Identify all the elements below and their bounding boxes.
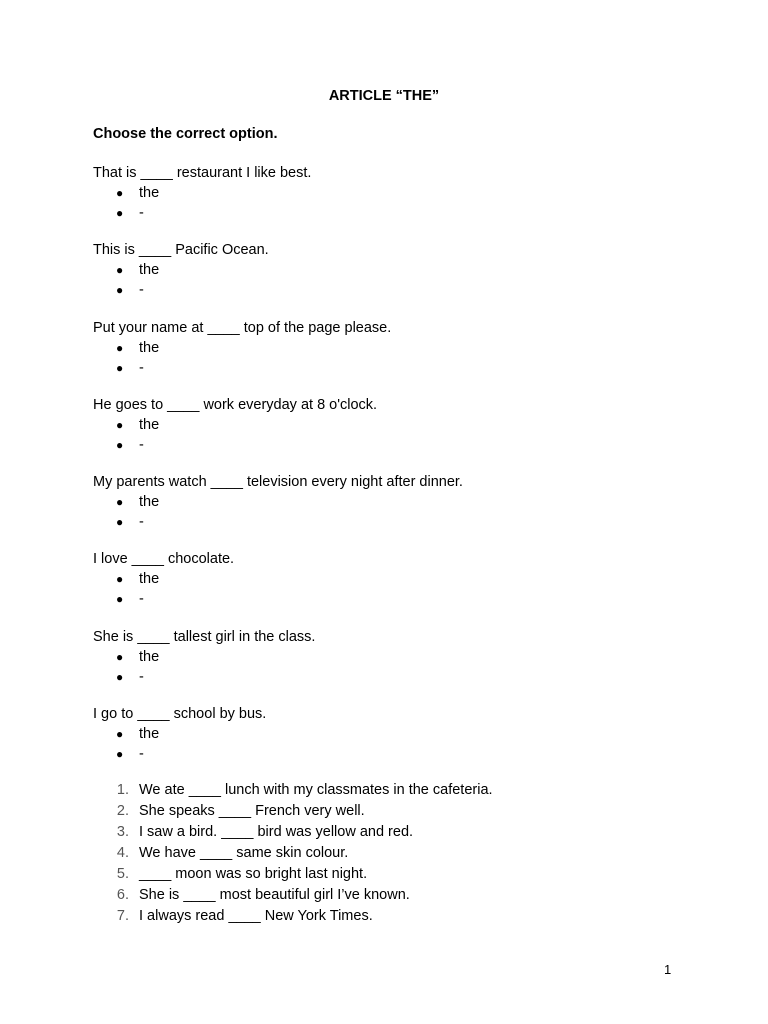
option-item (93, 667, 713, 687)
option-item (93, 358, 713, 378)
item-text: I always read ____ New York Times. (139, 908, 373, 924)
item-text: ____ moon was so bright last night. (139, 866, 368, 882)
item-text: We have ____ same skin colour. (139, 845, 349, 861)
item-number: 2. (116, 803, 129, 819)
question-text: He goes to ____ work everyday at 8 o'clock. (93, 396, 378, 413)
bullet-icon: ● (116, 263, 124, 278)
option-item (93, 435, 713, 455)
instruction-text: Choose the correct option. (93, 126, 278, 142)
bullet-icon: ● (116, 437, 124, 452)
numbered-item (93, 801, 713, 822)
option-list (93, 724, 713, 764)
option-item (93, 260, 713, 280)
question (93, 318, 713, 395)
question-text: That is ____ restaurant I like best. (93, 165, 312, 181)
option-label: - (139, 282, 144, 299)
option-label: the (139, 494, 160, 511)
question (93, 163, 713, 240)
option-label: - (139, 746, 144, 763)
bullet-icon: ● (116, 572, 124, 587)
option-item (93, 724, 713, 744)
question (93, 627, 713, 704)
numbered-item (93, 864, 713, 885)
question-list (93, 163, 713, 781)
numbered-item (93, 822, 713, 843)
option-label: - (139, 591, 144, 608)
bullet-icon: ● (116, 515, 124, 530)
bullet-icon: ● (116, 360, 124, 375)
item-number: 4. (116, 845, 129, 861)
item-number: 1. (116, 782, 129, 798)
option-label: - (139, 359, 144, 376)
option-list (93, 569, 713, 609)
bullet-icon: ● (116, 340, 124, 355)
numbered-item (93, 906, 713, 927)
option-item (93, 744, 713, 764)
item-text: She speaks ____ French very well. (139, 803, 365, 819)
question-text: This is ____ Pacific Ocean. (93, 242, 269, 259)
bullet-icon: ● (116, 495, 124, 510)
option-item (93, 492, 713, 512)
option-label: - (139, 668, 144, 685)
option-list (93, 647, 713, 687)
numbered-list (93, 780, 713, 927)
page-title: ARTICLE “THE” (328, 88, 440, 104)
numbered-item (93, 885, 713, 906)
bullet-icon: ● (116, 592, 124, 607)
option-label: the (139, 262, 160, 279)
bullet-icon: ● (116, 417, 124, 432)
option-list (93, 183, 713, 223)
question (93, 472, 713, 549)
option-item (93, 589, 713, 609)
option-label: the (139, 726, 160, 743)
option-item (93, 415, 713, 435)
option-item (93, 512, 713, 532)
option-label: - (139, 514, 144, 531)
option-label: the (139, 339, 160, 356)
item-text: We ate ____ lunch with my classmates in the cafeteria. (139, 782, 493, 798)
item-number: 3. (116, 824, 129, 840)
bullet-icon: ● (116, 727, 124, 742)
option-list (93, 338, 713, 378)
question-text: I love ____ chocolate. (93, 551, 235, 568)
bullet-icon: ● (116, 206, 124, 220)
question-text: My parents watch ____ television every night after dinner. (93, 474, 463, 491)
option-item (93, 338, 713, 358)
item-text: I saw a bird. ____ bird was yellow and red. (139, 824, 414, 840)
question (93, 240, 713, 317)
option-label: the (139, 185, 160, 201)
numbered-item (93, 843, 713, 864)
question-text: I go to ____ school by bus. (93, 706, 267, 723)
item-number: 7. (116, 908, 129, 924)
option-label: the (139, 416, 160, 433)
question (93, 395, 713, 472)
bullet-icon: ● (116, 669, 124, 684)
question-text: She is ____ tallest girl in the class. (93, 628, 316, 645)
question (93, 704, 713, 781)
option-label: the (139, 571, 160, 588)
option-item (93, 647, 713, 667)
numbered-item (93, 780, 713, 801)
option-item (93, 203, 713, 223)
option-item (93, 569, 713, 589)
option-list (93, 415, 713, 455)
option-list (93, 492, 713, 532)
option-item (93, 183, 713, 203)
option-item (93, 280, 713, 300)
bullet-icon: ● (116, 283, 124, 298)
item-number: 5. (116, 866, 129, 882)
option-list (93, 260, 713, 300)
question (93, 549, 713, 626)
bullet-icon: ● (116, 747, 124, 762)
question-text: Put your name at ____ top of the page please. (93, 319, 392, 336)
page-number: 1 (664, 962, 672, 977)
option-label: the (139, 648, 160, 665)
bullet-icon: ● (116, 649, 124, 664)
option-label: - (139, 205, 144, 221)
option-label: - (139, 436, 144, 453)
item-number: 6. (116, 887, 129, 903)
item-text: She is ____ most beautiful girl I’ve known. (139, 887, 410, 903)
bullet-icon: ● (116, 186, 124, 200)
